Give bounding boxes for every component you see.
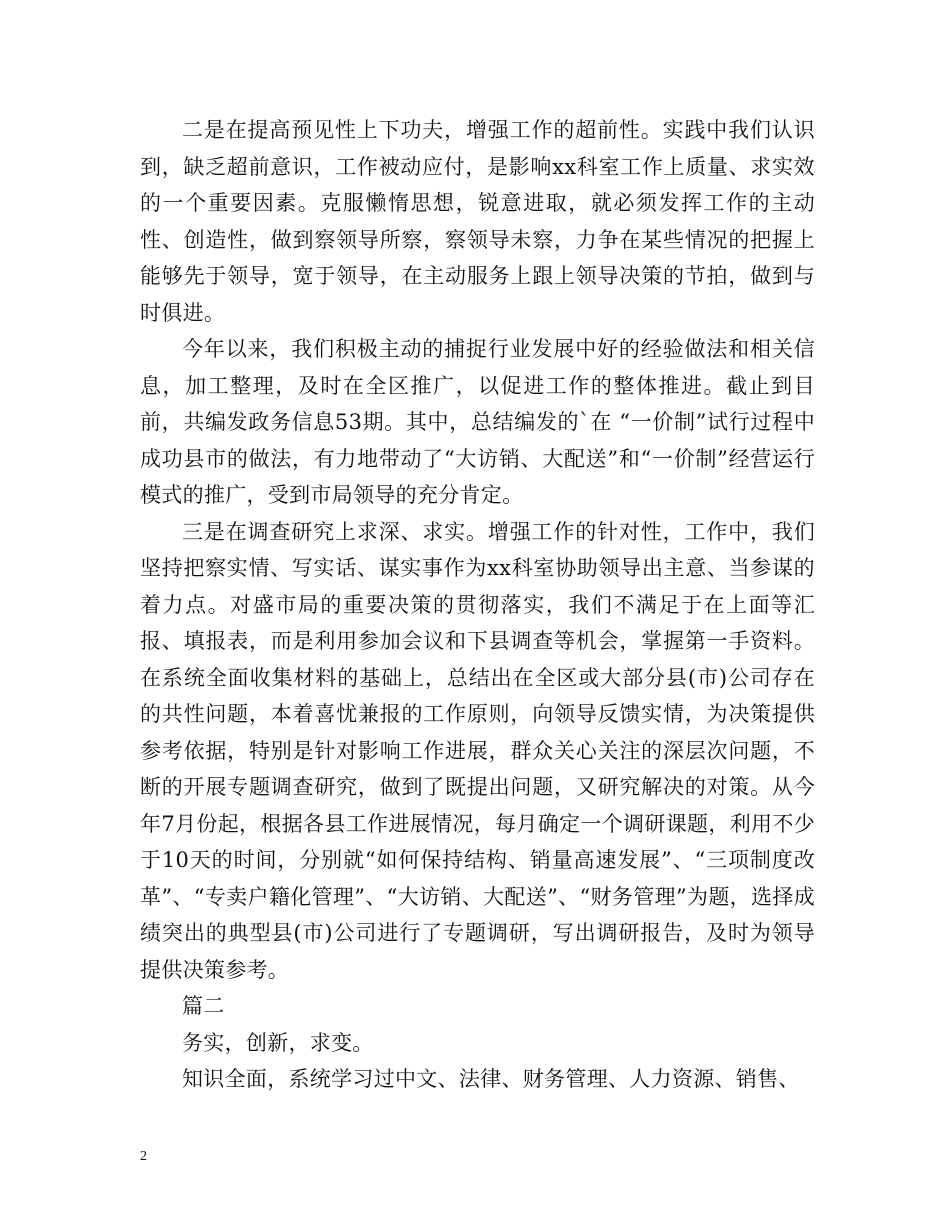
paragraph-2: 今年以来，我们积极主动的捕捉行业发展中好的经验做法和相关信息，加工整理，及时在全区推广，以促进工作的整体推进。截止到目前，共编发政务信息53期。其中，总结编发的`在 “一价制”试行过程中成功县市的做法，有力地带动了“大访销、大配送”和“一价制”经营运行模式的推广，受到市局领导的充分肯定。 bbox=[140, 337, 815, 507]
page-number: 2 bbox=[140, 1149, 147, 1164]
paragraph-1: 二是在提高预见性上下功夫，增强工作的超前性。实践中我们认识到，缺乏超前意识，工作被动应付，是影响xx科室工作上质量、求实效的一个重要因素。克服懒惰思想，锐意进取，就必须发挥工作的主动性、创造性，做到察领导所察，察领导未察，力争在某些情况的把握上能够先于领导，宽于领导，在主动服务上跟上领导决策的节拍，做到与时俱进。 bbox=[140, 118, 815, 325]
paragraph-5: 知识全面，系统学习过中文、法律、财务管理、人力资源、销售、 bbox=[182, 1067, 800, 1091]
paragraph-4: 务实，创新，求变。 bbox=[182, 1030, 374, 1055]
paragraph-3: 三是在调查研究上求深、求实。增强工作的针对性，工作中，我们坚持把察实情、写实话、谋实事作为xx科室协助领导出主意、当参谋的着力点。对盛市局的重要决策的贯彻落实，我们不满足于在上面等汇报、填报表，而是利用参加会议和下县调查等机会，掌握第一手资料。在系统全面收集材料的基础上，总结出在全区或大部分县(市)公司存在的共性问题，本着喜忧兼报的工作原则，向领导反馈实情，为决策提供参考依据，特别是针对影响工作进展，群众关心关注的深层次问题，不断的开展专题调查研究，做到了既提出问题，又研究解决的对策。从今年7月份起，根据各县工作进展情况，每月确定一个调研课题，利用不少于10天的时间，分别就“如何保持结构、销量高速发展”、“三项制度改革”、“专卖户籍化管理”、“大访销、大配送”、“财务管理”为题，选择成绩突出的典型县(市)公司进行了专题调研，写出调研报告，及时为领导提供决策参考。 bbox=[140, 519, 815, 982]
section-heading-pian-er: 篇二 bbox=[182, 994, 225, 1018]
document-body bbox=[140, 112, 815, 1098]
